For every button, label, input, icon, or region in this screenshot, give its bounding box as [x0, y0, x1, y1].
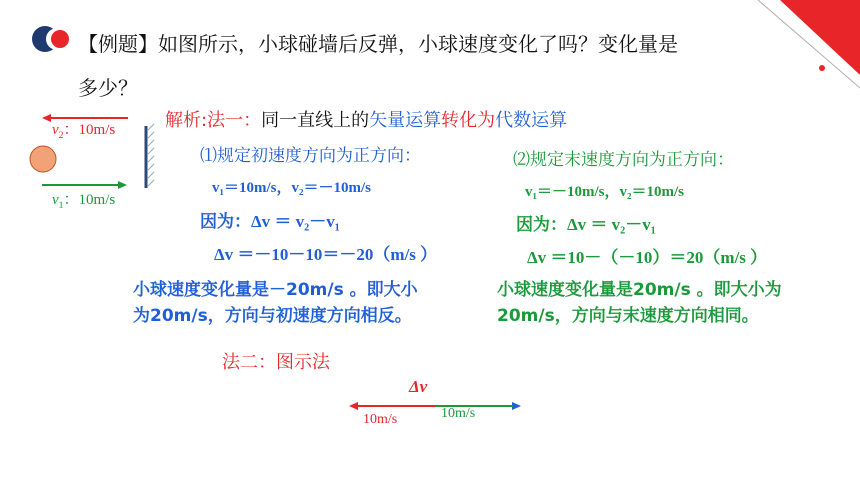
corner-decoration	[740, 0, 860, 90]
corner-dot-icon	[819, 65, 825, 71]
logo-mark	[30, 24, 80, 54]
dv-arrow-right-icon	[512, 402, 521, 410]
dv-arrow-left-icon	[349, 402, 358, 410]
v2-label: $v_2$：10m/s	[52, 122, 116, 141]
analysis-heading: 解析:法一：同一直线上的矢量运算转化为代数运算	[165, 110, 568, 131]
case1-conclusion-2: 为20m/s，方向与初速度方向相反。	[133, 306, 412, 326]
question-line-1: 【例题】如图所示，小球碰墙后反弹，小球速度变化了吗？变化量是	[78, 32, 678, 56]
method2-left-speed: 10m/s	[363, 412, 398, 427]
case2-heading: ⑵规定末速度方向为正方向：	[513, 150, 734, 170]
ball	[30, 146, 56, 172]
case2-because: 因为：Δv ＝ v₂－v₁	[516, 215, 656, 234]
method2-label: 法二：图示法	[222, 352, 330, 373]
case1-because: 因为：Δv ＝ v₂－v₁	[200, 212, 340, 231]
method2-right-speed: 10m/s	[441, 406, 476, 421]
logo-circles-icon	[30, 24, 80, 54]
case2-calc: Δv ＝10－（－10）＝20（m/s ）	[527, 248, 768, 267]
case1-conclusion-1: 小球速度变化量是－20m/s 。即大小	[133, 280, 418, 300]
case2-conclusion-1: 小球速度变化量是20m/s 。即大小为	[497, 280, 782, 300]
wall	[146, 124, 154, 188]
case2-conclusion-2: 20m/s，方向与末速度方向相同。	[497, 306, 759, 326]
question-line-2: 多少？	[78, 76, 138, 100]
case2-values: v₁＝－10m/s，v₂＝10m/s	[525, 184, 684, 200]
case1-calc: Δv ＝－10－10＝－20（m/s ）	[214, 245, 438, 264]
dv-label: Δv	[409, 377, 428, 396]
case1-values: v₁＝10m/s，v₂＝－10m/s	[212, 180, 371, 196]
case1-heading: ⑴规定初速度方向为正方向：	[200, 146, 421, 166]
v1-label: $v_1$：10m/s	[52, 192, 116, 211]
